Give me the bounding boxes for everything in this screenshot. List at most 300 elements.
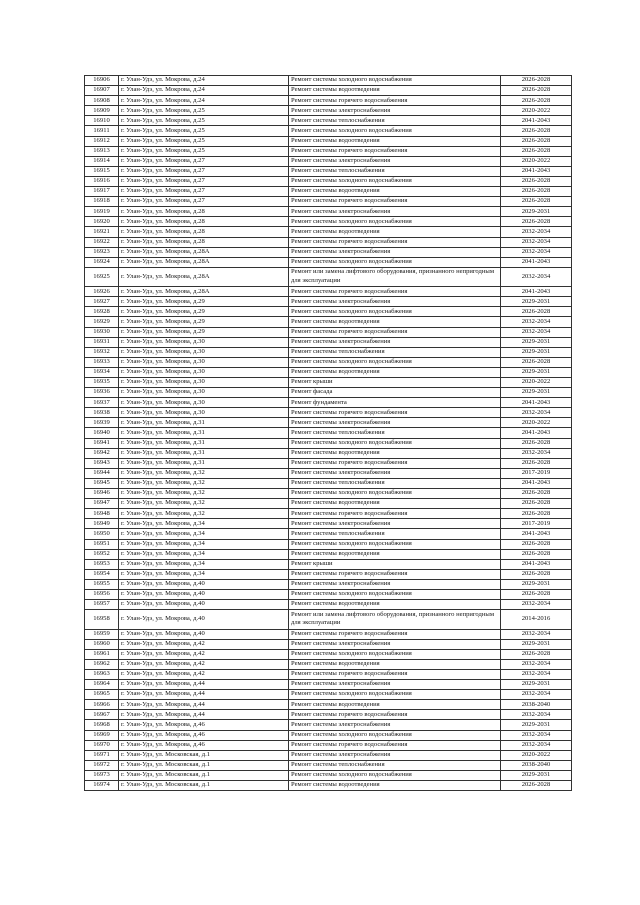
row-number-cell: 16958 [85,610,119,629]
address-cell: г. Улан-Удэ, ул. Мокрова, д.28 [119,227,289,237]
row-number-cell: 16926 [85,287,119,297]
work-type-cell: Ремонт системы электроснабжения [289,680,501,690]
work-type-cell: Ремонт системы горячего водоснабжения [289,629,501,639]
address-cell: г. Улан-Удэ, ул. Мокрова, д.34 [119,519,289,529]
period-cell: 2041-2043 [501,116,572,126]
address-cell: г. Улан-Удэ, ул. Мокрова, д.29 [119,327,289,337]
table-row [85,207,572,217]
row-number-cell: 16922 [85,237,119,247]
period-cell: 2026-2028 [501,509,572,519]
address-cell: г. Улан-Удэ, ул. Мокрова, д.42 [119,639,289,649]
period-cell: 2026-2028 [501,176,572,186]
row-number-cell: 16938 [85,408,119,418]
work-type-cell: Ремонт системы горячего водоснабжения [289,197,501,207]
row-number-cell: 16935 [85,378,119,388]
work-type-cell: Ремонт системы холодного водоснабжения [289,76,501,86]
row-number-cell: 16920 [85,217,119,227]
row-number-cell: 16948 [85,509,119,519]
table-row [85,740,572,750]
address-cell: г. Улан-Удэ, ул. Мокрова, д.34 [119,549,289,559]
period-cell: 2041-2043 [501,559,572,569]
period-cell: 2032-2034 [501,659,572,669]
address-cell: г. Улан-Удэ, ул. Мокрова, д.28 [119,237,289,247]
row-number-cell: 16953 [85,559,119,569]
table-row [85,780,572,790]
table-row [85,187,572,197]
table-row [85,519,572,529]
address-cell: г. Улан-Удэ, ул. Мокрова, д.28 [119,217,289,227]
work-type-cell: Ремонт системы водоотведения [289,499,501,509]
table-row [85,126,572,136]
table-row [85,166,572,176]
row-number-cell: 16936 [85,388,119,398]
work-type-cell: Ремонт системы электроснабжения [289,156,501,166]
period-cell: 2026-2028 [501,357,572,367]
address-cell: г. Улан-Удэ, ул. Мокрова, д.32 [119,478,289,488]
table-row [85,669,572,679]
address-cell: г. Улан-Удэ, ул. Мокрова, д.28А [119,257,289,267]
row-number-cell: 16930 [85,327,119,337]
address-cell: г. Улан-Удэ, ул. Мокрова, д.25 [119,136,289,146]
period-cell: 2026-2028 [501,76,572,86]
table-row [85,116,572,126]
work-type-cell: Ремонт системы водоотведения [289,448,501,458]
table-row [85,448,572,458]
row-number-cell: 16967 [85,710,119,720]
period-cell: 2017-2019 [501,519,572,529]
period-cell: 2026-2028 [501,96,572,106]
row-number-cell: 16942 [85,448,119,458]
table-row [85,247,572,257]
address-cell: г. Улан-Удэ, ул. Мокрова, д.40 [119,579,289,589]
work-type-cell: Ремонт системы электроснабжения [289,579,501,589]
row-number-cell: 16918 [85,197,119,207]
period-cell: 2026-2028 [501,187,572,197]
table-row [85,438,572,448]
address-cell: г. Улан-Удэ, ул. Мокрова, д.44 [119,700,289,710]
row-number-cell: 16966 [85,700,119,710]
period-cell: 2032-2034 [501,247,572,257]
work-type-cell: Ремонт системы горячего водоснабжения [289,408,501,418]
row-number-cell: 16970 [85,740,119,750]
period-cell: 2041-2043 [501,166,572,176]
address-cell: г. Улан-Удэ, ул. Мокрова, д.34 [119,569,289,579]
work-type-cell: Ремонт крыши [289,378,501,388]
address-cell: г. Улан-Удэ, ул. Мокрова, д.30 [119,388,289,398]
work-type-cell: Ремонт системы теплоснабжения [289,166,501,176]
work-type-cell: Ремонт системы горячего водоснабжения [289,669,501,679]
period-cell: 2029-2031 [501,720,572,730]
work-type-cell: Ремонт системы водоотведения [289,780,501,790]
period-cell: 2029-2031 [501,367,572,377]
work-type-cell: Ремонт системы электроснабжения [289,720,501,730]
address-cell: г. Улан-Удэ, ул. Мокрова, д.27 [119,197,289,207]
repair-schedule-table [84,75,572,791]
work-type-cell: Ремонт системы водоотведения [289,86,501,96]
table-row [85,569,572,579]
work-type-cell: Ремонт системы электроснабжения [289,418,501,428]
table-row [85,408,572,418]
period-cell: 2032-2034 [501,710,572,720]
table-row [85,468,572,478]
period-cell: 2026-2028 [501,307,572,317]
address-cell: г. Улан-Удэ, ул. Мокрова, д.42 [119,659,289,669]
table-row [85,227,572,237]
row-number-cell: 16923 [85,247,119,257]
table-row [85,539,572,549]
row-number-cell: 16972 [85,760,119,770]
period-cell: 2032-2034 [501,690,572,700]
work-type-cell: Ремонт системы холодного водоснабжения [289,770,501,780]
address-cell: г. Улан-Удэ, ул. Мокрова, д.32 [119,499,289,509]
table-row [85,700,572,710]
work-type-cell: Ремонт системы холодного водоснабжения [289,730,501,740]
period-cell: 2014-2016 [501,610,572,629]
period-cell: 2026-2028 [501,549,572,559]
period-cell: 2032-2034 [501,730,572,740]
period-cell: 2029-2031 [501,347,572,357]
work-type-cell: Ремонт системы холодного водоснабжения [289,257,501,267]
table-row [85,257,572,267]
address-cell: г. Улан-Удэ, ул. Мокрова, д.40 [119,600,289,610]
work-type-cell: Ремонт системы водоотведения [289,367,501,377]
table-row [85,267,572,286]
work-type-cell: Ремонт системы водоотведения [289,136,501,146]
work-type-cell: Ремонт фасада [289,388,501,398]
row-number-cell: 16911 [85,126,119,136]
table-row [85,106,572,116]
address-cell: г. Улан-Удэ, ул. Мокрова, д.25 [119,126,289,136]
work-type-cell: Ремонт системы водоотведения [289,659,501,669]
row-number-cell: 16955 [85,579,119,589]
row-number-cell: 16925 [85,267,119,286]
table-row [85,589,572,599]
address-cell: г. Улан-Удэ, ул. Мокрова, д.44 [119,690,289,700]
table-row [85,146,572,156]
address-cell: г. Улан-Удэ, ул. Мокрова, д.46 [119,730,289,740]
work-type-cell: Ремонт системы водоотведения [289,549,501,559]
work-type-cell: Ремонт системы электроснабжения [289,207,501,217]
period-cell: 2029-2031 [501,579,572,589]
table-row [85,659,572,669]
work-type-cell: Ремонт системы электроснабжения [289,297,501,307]
row-number-cell: 16931 [85,337,119,347]
work-type-cell: Ремонт системы горячего водоснабжения [289,96,501,106]
work-type-cell: Ремонт системы электроснабжения [289,519,501,529]
table-row [85,176,572,186]
address-cell: г. Улан-Удэ, ул. Мокрова, д.30 [119,337,289,347]
work-type-cell: Ремонт системы теплоснабжения [289,478,501,488]
table-row [85,347,572,357]
address-cell: г. Улан-Удэ, ул. Мокрова, д.30 [119,357,289,367]
period-cell: 2041-2043 [501,398,572,408]
row-number-cell: 16932 [85,347,119,357]
work-type-cell: Ремонт системы теплоснабжения [289,760,501,770]
work-type-cell: Ремонт системы холодного водоснабжения [289,589,501,599]
work-type-cell: Ремонт системы электроснабжения [289,247,501,257]
period-cell: 2020-2022 [501,378,572,388]
table-row [85,287,572,297]
address-cell: г. Улан-Удэ, ул. Мокрова, д.30 [119,398,289,408]
work-type-cell: Ремонт системы горячего водоснабжения [289,237,501,247]
period-cell: 2038-2040 [501,700,572,710]
table-row [85,499,572,509]
work-type-cell: Ремонт фундамента [289,398,501,408]
table-row [85,327,572,337]
table-row [85,337,572,347]
table-body [85,76,572,791]
address-cell: г. Улан-Удэ, ул. Мокрова, д.46 [119,720,289,730]
work-type-cell: Ремонт системы холодного водоснабжения [289,307,501,317]
period-cell: 2029-2031 [501,639,572,649]
period-cell: 2029-2031 [501,337,572,347]
row-number-cell: 16954 [85,569,119,579]
address-cell: г. Улан-Удэ, ул. Мокрова, д.34 [119,559,289,569]
row-number-cell: 16916 [85,176,119,186]
table-row [85,156,572,166]
table-row [85,579,572,589]
row-number-cell: 16917 [85,187,119,197]
work-type-cell: Ремонт системы горячего водоснабжения [289,458,501,468]
period-cell: 2032-2034 [501,600,572,610]
address-cell: г. Улан-Удэ, ул. Мокрова, д.31 [119,438,289,448]
address-cell: г. Улан-Удэ, ул. Мокрова, д.27 [119,187,289,197]
address-cell: г. Улан-Удэ, ул. Мокрова, д.44 [119,710,289,720]
period-cell: 2032-2034 [501,317,572,327]
table-row [85,680,572,690]
table-row [85,357,572,367]
period-cell: 2032-2034 [501,408,572,418]
address-cell: г. Улан-Удэ, ул. Мокрова, д.46 [119,740,289,750]
address-cell: г. Улан-Удэ, ул. Мокрова, д.29 [119,297,289,307]
row-number-cell: 16909 [85,106,119,116]
row-number-cell: 16949 [85,519,119,529]
table-row [85,509,572,519]
table-row [85,770,572,780]
address-cell: г. Улан-Удэ, ул. Мокрова, д.32 [119,489,289,499]
work-type-cell: Ремонт системы горячего водоснабжения [289,327,501,337]
table-row [85,760,572,770]
row-number-cell: 16927 [85,297,119,307]
period-cell: 2032-2034 [501,237,572,247]
row-number-cell: 16960 [85,639,119,649]
row-number-cell: 16962 [85,659,119,669]
address-cell: г. Улан-Удэ, ул. Мокрова, д.44 [119,680,289,690]
period-cell: 2032-2034 [501,740,572,750]
address-cell: г. Улан-Удэ, ул. Мокрова, д.27 [119,156,289,166]
work-type-cell: Ремонт системы электроснабжения [289,468,501,478]
row-number-cell: 16937 [85,398,119,408]
work-type-cell: Ремонт системы горячего водоснабжения [289,569,501,579]
period-cell: 2026-2028 [501,126,572,136]
address-cell: г. Улан-Удэ, ул. Мокрова, д.28А [119,247,289,257]
work-type-cell: Ремонт системы горячего водоснабжения [289,740,501,750]
period-cell: 2029-2031 [501,297,572,307]
table-row [85,297,572,307]
period-cell: 2038-2040 [501,760,572,770]
work-type-cell: Ремонт крыши [289,559,501,569]
table-row [85,398,572,408]
work-type-cell: Ремонт системы холодного водоснабжения [289,217,501,227]
address-cell: г. Улан-Удэ, ул. Мокрова, д.31 [119,458,289,468]
row-number-cell: 16934 [85,367,119,377]
work-type-cell: Ремонт системы водоотведения [289,600,501,610]
table-row [85,710,572,720]
address-cell: г. Улан-Удэ, ул. Мокрова, д.42 [119,669,289,679]
work-type-cell: Ремонт системы холодного водоснабжения [289,357,501,367]
work-type-cell: Ремонт системы холодного водоснабжения [289,539,501,549]
address-cell: г. Улан-Удэ, ул. Мокрова, д.31 [119,448,289,458]
table-row [85,388,572,398]
address-cell: г. Улан-Удэ, ул. Мокрова, д.24 [119,96,289,106]
table-row [85,639,572,649]
table-row [85,197,572,207]
address-cell: г. Улан-Удэ, ул. Мокрова, д.30 [119,367,289,377]
work-type-cell: Ремонт системы электроснабжения [289,337,501,347]
row-number-cell: 16969 [85,730,119,740]
address-cell: г. Улан-Удэ, ул. Мокрова, д.40 [119,610,289,629]
table-row [85,428,572,438]
row-number-cell: 16951 [85,539,119,549]
table-row [85,610,572,629]
table-row [85,649,572,659]
period-cell: 2026-2028 [501,780,572,790]
table-row [85,136,572,146]
period-cell: 2026-2028 [501,217,572,227]
period-cell: 2026-2028 [501,589,572,599]
work-type-cell: Ремонт системы холодного водоснабжения [289,176,501,186]
period-cell: 2041-2043 [501,428,572,438]
table-row [85,720,572,730]
work-type-cell: Ремонт системы водоотведения [289,700,501,710]
work-type-cell: Ремонт системы холодного водоснабжения [289,438,501,448]
address-cell: г. Улан-Удэ, ул. Мокрова, д.27 [119,166,289,176]
work-type-cell: Ремонт системы холодного водоснабжения [289,126,501,136]
address-cell: г. Улан-Удэ, ул. Мокрова, д.34 [119,539,289,549]
period-cell: 2026-2028 [501,197,572,207]
row-number-cell: 16910 [85,116,119,126]
period-cell: 2029-2031 [501,680,572,690]
table-row [85,629,572,639]
row-number-cell: 16924 [85,257,119,267]
period-cell: 2026-2028 [501,489,572,499]
work-type-cell: Ремонт системы холодного водоснабжения [289,489,501,499]
address-cell: г. Улан-Удэ, ул. Мокрова, д.24 [119,76,289,86]
period-cell: 2029-2031 [501,207,572,217]
work-type-cell: Ремонт системы водоотведения [289,317,501,327]
table-row [85,690,572,700]
period-cell: 2032-2034 [501,227,572,237]
row-number-cell: 16919 [85,207,119,217]
period-cell: 2041-2043 [501,529,572,539]
address-cell: г. Улан-Удэ, ул. Мокрова, д.25 [119,146,289,156]
period-cell: 2029-2031 [501,388,572,398]
period-cell: 2026-2028 [501,649,572,659]
period-cell: 2020-2022 [501,156,572,166]
table-row [85,750,572,760]
period-cell: 2026-2028 [501,458,572,468]
period-cell: 2026-2028 [501,86,572,96]
row-number-cell: 16907 [85,86,119,96]
address-cell: г. Улан-Удэ, ул. Мокрова, д.29 [119,307,289,317]
period-cell: 2026-2028 [501,569,572,579]
work-type-cell: Ремонт или замена лифтового оборудования, признанного непригодным для эксплуатации [289,267,501,286]
table-row [85,529,572,539]
address-cell: г. Улан-Удэ, ул. Мокрова, д.27 [119,176,289,186]
row-number-cell: 16973 [85,770,119,780]
table-row [85,478,572,488]
row-number-cell: 16943 [85,458,119,468]
row-number-cell: 16908 [85,96,119,106]
table-row [85,489,572,499]
row-number-cell: 16947 [85,499,119,509]
work-type-cell: Ремонт системы теплоснабжения [289,116,501,126]
period-cell: 2020-2022 [501,106,572,116]
period-cell: 2032-2034 [501,448,572,458]
row-number-cell: 16921 [85,227,119,237]
row-number-cell: 16941 [85,438,119,448]
address-cell: г. Улан-Удэ, ул. Мокрова, д.32 [119,468,289,478]
period-cell: 2032-2034 [501,629,572,639]
work-type-cell: Ремонт системы горячего водоснабжения [289,710,501,720]
address-cell: г. Улан-Удэ, ул. Мокрова, д.25 [119,106,289,116]
table-row [85,600,572,610]
address-cell: г. Улан-Удэ, ул. Московская, д.1 [119,760,289,770]
address-cell: г. Улан-Удэ, ул. Мокрова, д.32 [119,509,289,519]
work-type-cell: Ремонт системы водоотведения [289,227,501,237]
row-number-cell: 16959 [85,629,119,639]
address-cell: г. Улан-Удэ, ул. Мокрова, д.31 [119,418,289,428]
address-cell: г. Улан-Удэ, ул. Московская, д.1 [119,780,289,790]
row-number-cell: 16929 [85,317,119,327]
row-number-cell: 16974 [85,780,119,790]
address-cell: г. Улан-Удэ, ул. Мокрова, д.40 [119,629,289,639]
address-cell: г. Улан-Удэ, ул. Мокрова, д.40 [119,589,289,599]
work-type-cell: Ремонт системы теплоснабжения [289,529,501,539]
row-number-cell: 16946 [85,489,119,499]
address-cell: г. Улан-Удэ, ул. Мокрова, д.28 [119,207,289,217]
period-cell: 2026-2028 [501,146,572,156]
table-row [85,418,572,428]
row-number-cell: 16928 [85,307,119,317]
table-row [85,378,572,388]
row-number-cell: 16933 [85,357,119,367]
row-number-cell: 16965 [85,690,119,700]
row-number-cell: 16971 [85,750,119,760]
work-type-cell: Ремонт системы горячего водоснабжения [289,287,501,297]
period-cell: 2029-2031 [501,770,572,780]
period-cell: 2041-2043 [501,478,572,488]
row-number-cell: 16952 [85,549,119,559]
row-number-cell: 16945 [85,478,119,488]
period-cell: 2026-2028 [501,136,572,146]
table-row [85,367,572,377]
table-row [85,307,572,317]
table-row [85,217,572,227]
work-type-cell: Ремонт системы теплоснабжения [289,347,501,357]
row-number-cell: 16914 [85,156,119,166]
address-cell: г. Улан-Удэ, ул. Мокрова, д.28А [119,287,289,297]
work-type-cell: Ремонт или замена лифтового оборудования, признанного непригодным для эксплуатации [289,610,501,629]
row-number-cell: 16957 [85,600,119,610]
work-type-cell: Ремонт системы электроснабжения [289,106,501,116]
work-type-cell: Ремонт системы горячего водоснабжения [289,146,501,156]
period-cell: 2041-2043 [501,287,572,297]
row-number-cell: 16950 [85,529,119,539]
table-row [85,237,572,247]
period-cell: 2026-2028 [501,499,572,509]
address-cell: г. Улан-Удэ, ул. Мокрова, д.30 [119,408,289,418]
